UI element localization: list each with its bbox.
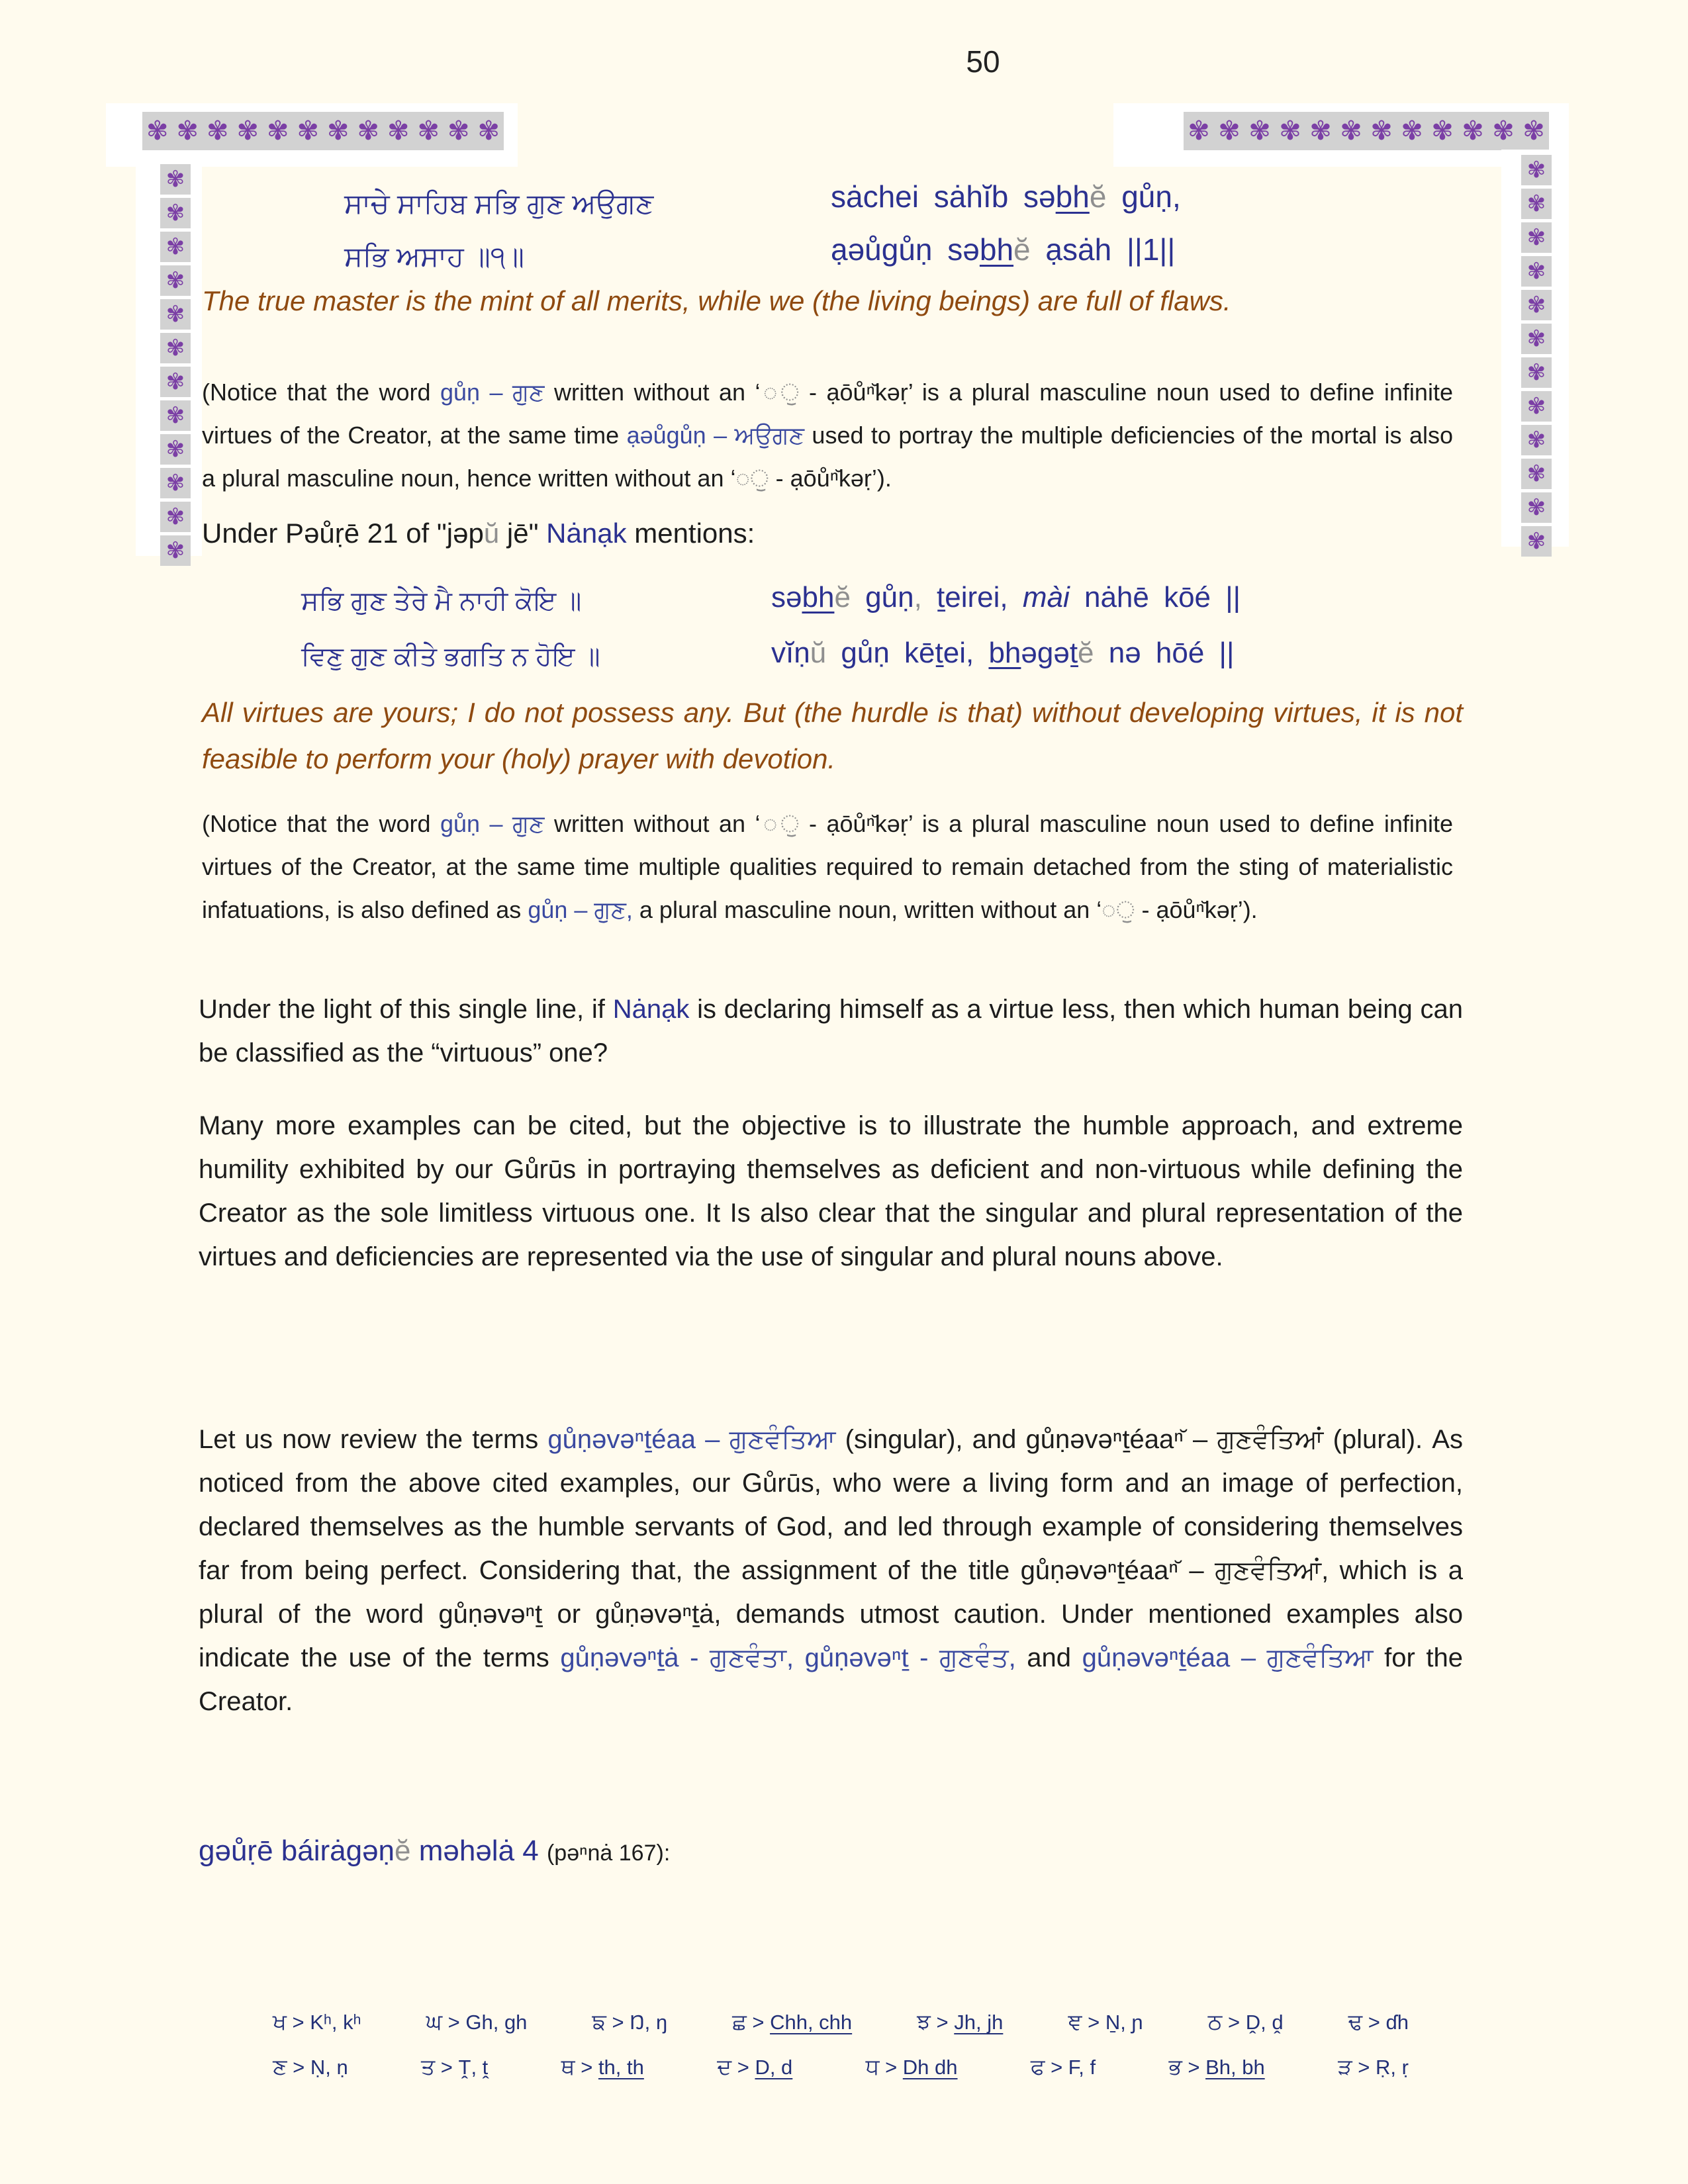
text-segment: məhəlȧ 4 [410, 1835, 547, 1867]
text-segment: ◌ੁ [1102, 896, 1135, 923]
text-segment: Under Pəůṛē 21 of "jəp [202, 518, 484, 549]
pronunciation-item [426, 2009, 527, 2035]
flower-icon: ✾ [146, 116, 169, 146]
notice-paragraph [202, 802, 1453, 931]
flower-icon: ✾ [1492, 116, 1515, 146]
text-segment: gəůṛē báirȧgəṇ [199, 1835, 395, 1867]
flower-icon: ✾ [160, 198, 191, 228]
text-segment: is declaring himself as a virtue less, then which human being can be classified as the “virtuous” one? [199, 995, 1463, 1068]
roman-equivalent: Dh dh [902, 2056, 958, 2079]
text-segment: (Notice that the word [202, 810, 440, 837]
text-segment: for the Creator. [199, 1643, 1464, 1716]
pronunciation-item [273, 2054, 348, 2080]
separator: > [879, 2056, 903, 2079]
gurmukhi-letter: ਤ [421, 2054, 436, 2079]
translation-paragraph: The true master is the mint of all merits, while we (the living beings) are full of flaws. [202, 285, 1231, 316]
text-segment: bh [1055, 179, 1090, 214]
flower-icon: ✾ [357, 116, 379, 146]
scripture-reference-line [199, 1835, 670, 1868]
text-segment: ◌ੁ [760, 810, 800, 837]
gurmukhi-letter: ਖ [273, 2009, 287, 2034]
pronunciation-item [1348, 2009, 1409, 2035]
text-segment: nə hōé || [1094, 637, 1235, 669]
notice-paragraph [202, 371, 1453, 500]
roman-equivalent: Ḓ, ḓ [1245, 2011, 1284, 2034]
text-segment: ĕ [1078, 637, 1094, 669]
flower-icon: ✾ [1521, 222, 1552, 253]
text-segment: - ạōůⁿ̆kəṛ’). [769, 465, 892, 492]
text-segment: jē" [499, 518, 547, 549]
flower-icon: ✾ [1521, 189, 1552, 219]
gurmukhi-letter: ੜ [1338, 2054, 1352, 2079]
text-segment: bh [802, 581, 835, 614]
page-number: 50 [966, 44, 1000, 79]
text-segment: ĕ [834, 581, 851, 614]
text-segment: gůṇəvəⁿṯéaa – ਗੁਣਵੰਤਿਆ [1082, 1643, 1374, 1672]
transliteration-line [771, 626, 1234, 680]
separator: > [1045, 2056, 1068, 2079]
text-segment: mentions: [626, 518, 755, 549]
roman-equivalent: Chh, chh [770, 2011, 853, 2034]
transliteration-line [831, 224, 1175, 275]
text-segment: bh [988, 637, 1021, 669]
text-segment: - ạōůⁿ̆kəṛ’ is a plural masculine noun used to define infinite virtues of the Creator, at the same time [202, 379, 1453, 449]
gurmukhi-letter: ਠ [1207, 2009, 1223, 2034]
text-segment: ◌ੁ [760, 379, 800, 406]
flower-icon: ✾ [417, 116, 440, 146]
text-segment: bh [979, 232, 1014, 267]
flower-icon: ✾ [1188, 116, 1210, 146]
pronunciation-item [1031, 2054, 1096, 2080]
text-segment: Under the light of this single line, if [199, 995, 613, 1024]
pronunciation-item [917, 2009, 1003, 2035]
text-segment: ṯeirei, [921, 581, 1023, 614]
roman-equivalent: th, th [598, 2056, 644, 2079]
flower-icon: ✾ [1521, 459, 1552, 489]
roman-equivalent: Ṱ, ṱ [458, 2056, 489, 2079]
flower-icon: ✾ [447, 116, 470, 146]
text-segment: gůṇ – ਗੁਣ [440, 379, 545, 406]
transliteration-line [771, 570, 1241, 625]
pronunciation-item [1338, 2054, 1409, 2080]
roman-equivalent: Ṛ, ṛ [1375, 2056, 1409, 2079]
separator: > [731, 2056, 755, 2079]
ornament-column-right [1501, 150, 1569, 554]
flower-icon: ✾ [160, 232, 191, 262]
separator: > [442, 2011, 466, 2034]
body-paragraph: Many more examples can be cited, but the objective is to illustrate the humble approach, and extreme humility exhibited by our Gůrūs in portraying themselves as deficient and non-virtuous while defining the Creator as the sole limitless virtuous one. It Is also clear that the singular and plural representation of the virtues and deficiencies are represented via the use of singular and plural nouns above. [199, 1111, 1463, 1271]
separator: > [1352, 2056, 1376, 2079]
flower-icon: ✾ [160, 434, 191, 465]
flower-icon: ✾ [266, 116, 289, 146]
flower-icon: ✾ [1521, 155, 1552, 185]
separator: > [1082, 2011, 1105, 2034]
flower-icon: ✾ [160, 265, 191, 296]
text-segment: Nȧnạk [612, 995, 690, 1024]
flower-icon: ✾ [1521, 526, 1552, 557]
body-paragraph [199, 1418, 1463, 1723]
flower-icon: ✾ [176, 116, 199, 146]
pronunciation-item [866, 2054, 958, 2080]
text-segment: gůṇ [850, 581, 914, 614]
text-segment: gůṇ, [1106, 179, 1181, 214]
flower-icon: ✾ [1521, 391, 1552, 422]
flower-icon: ✾ [160, 333, 191, 363]
text-segment: used to portray the multiple deficiencies of the mortal is also a plural masculine noun, hence written without an ‘ [202, 422, 1453, 492]
text-segment: ạəůgůṇ sə [831, 232, 980, 267]
flower-icon: ✾ [1401, 116, 1423, 146]
gurmukhi-letter: ਦ [717, 2054, 732, 2079]
text-segment: ĕ [1089, 179, 1107, 214]
separator: > [746, 2011, 771, 2034]
text-segment: gůṇ – ਗੁਣ, [528, 896, 633, 923]
text-segment: Nȧnạk [546, 518, 627, 549]
flower-icon: ✾ [1521, 357, 1552, 388]
roman-equivalent: Gh, gh [465, 2011, 528, 2034]
separator: > [1182, 2056, 1206, 2079]
pronunciation-guide-row [273, 2009, 1409, 2035]
pronunciation-item [1169, 2054, 1265, 2080]
roman-equivalent: Ṇ, ṇ [310, 2056, 348, 2079]
gurmukhi-letter: ਝ [917, 2009, 931, 2034]
text-segment: gůṇəvəⁿṯȧ - ਗੁਣਵੰਤਾ, gůṇəvəⁿṯ - ਗੁਣਵੰਤ, [560, 1643, 1016, 1672]
flower-icon: ✾ [160, 535, 191, 566]
flower-icon: ✾ [1521, 256, 1552, 287]
flower-icon: ✾ [160, 502, 191, 532]
gurmukhi-line: ਸਭਿ ਗੁਣ ਤੇਰੇ ਮੈ ਨਾਹੀ ਕੋਇ ॥ [301, 586, 582, 615]
ornament-column-left [136, 159, 202, 563]
section-heading [202, 518, 755, 549]
gurmukhi-letter: ਙ [592, 2009, 606, 2034]
roman-equivalent: F, f [1068, 2056, 1096, 2079]
gurmukhi-letter: ਛ [732, 2009, 747, 2034]
flower-column-left [160, 164, 191, 566]
pronunciation-item [732, 2009, 852, 2035]
text-segment: gůṇ – ਗੁਣ [440, 810, 545, 837]
pronunciation-item [1208, 2009, 1284, 2035]
flower-icon: ✾ [160, 299, 191, 330]
separator: > [286, 2011, 310, 2034]
flower-icon: ✾ [477, 116, 500, 146]
text-segment: vĭṇ [771, 637, 810, 669]
flower-icon: ✾ [160, 367, 191, 397]
text-segment: ŭ [810, 637, 827, 669]
separator: > [606, 2011, 630, 2034]
roman-equivalent: ɗh [1385, 2011, 1409, 2034]
pronunciation-item [592, 2009, 667, 2035]
separator: > [1362, 2011, 1386, 2034]
flower-column-right [1521, 155, 1552, 557]
text-segment: sȧchei sȧhĭb sə [831, 179, 1056, 214]
flower-icon: ✾ [206, 116, 229, 146]
flower-icon: ✾ [160, 468, 191, 498]
ornament-band-top-left [106, 103, 518, 167]
pronunciation-item [421, 2054, 488, 2080]
gurmukhi-letter: ਥ [561, 2054, 575, 2079]
separator: > [1222, 2011, 1246, 2034]
pronunciation-item [717, 2054, 792, 2080]
gurmukhi-letter: ਧ [865, 2054, 880, 2079]
separator: > [930, 2011, 955, 2034]
gurmukhi-letter: ਫ [1030, 2054, 1045, 2079]
text-segment: ạəůgůṇ – ਅਉਗਣ [626, 422, 805, 449]
gurmukhi-letter: ਘ [426, 2009, 443, 2034]
flower-icon: ✾ [1248, 116, 1271, 146]
text-segment: written without an ‘ [544, 810, 761, 837]
flower-icon: ✾ [160, 164, 191, 195]
text-segment: gůṇəvəⁿṯéaa – ਗੁਣਵੰਤਿਆ [547, 1425, 836, 1454]
text-segment: ĕ [1013, 232, 1031, 267]
flower-icon: ✾ [1521, 425, 1552, 455]
translation-paragraph: All virtues are yours; I do not possess any. But (the hurdle is that) without developing virtues, it is not feasible to perform your (holy) prayer with devotion. [202, 697, 1463, 774]
text-segment: (singular), and gůṇəvəⁿṯéaaⁿ̆ – ਗੁਣਵੰਤਿਆਂ (plural). As noticed from the above cited examples, our Gůrūs, who were a living form and an image of perfection, declared themselves as the humble servants of God, and led through example of considering themselves far from being perfect. Considering that, the assignment of the title gůṇəvəⁿṯéaaⁿ̆ – ਗੁਣਵੰਤਿਆਂ, which is a plural of the word gůṇəvəⁿṯ or gůṇəvəⁿṯȧ, demands utmost caution. Under mentioned examples also indicate the use of the terms [199, 1425, 1463, 1672]
text-segment: written without an ‘ [544, 379, 761, 406]
text-segment: əgəṯ [1021, 637, 1078, 669]
flower-icon: ✾ [1521, 290, 1552, 320]
text-segment: sə [771, 581, 802, 614]
flower-icon: ✾ [1218, 116, 1241, 146]
gurmukhi-letter: ਢ [1348, 2009, 1363, 2034]
text-segment: mài [1022, 581, 1070, 614]
pronunciation-item [1068, 2009, 1143, 2035]
roman-equivalent: D, d [755, 2056, 793, 2079]
gurmukhi-letter: ਞ [1068, 2009, 1082, 2034]
roman-equivalent: Jh, jh [954, 2011, 1004, 2034]
text-segment: Let us now review the terms [199, 1425, 548, 1454]
flower-icon: ✾ [1431, 116, 1454, 146]
gurmukhi-letter: ਭ [1168, 2054, 1182, 2079]
flower-icon: ✾ [1370, 116, 1393, 146]
text-segment: - ạōůⁿ̆kəṛ’ is a plural masculine noun used to define infinite virtues of the Creator, at the same time multiple qualities required to remain detached from the sting of materialistic infatuations, is also defined as [202, 810, 1453, 923]
text-segment: a plural masculine noun, written without an ‘ [632, 896, 1102, 923]
separator: > [575, 2056, 598, 2079]
pronunciation-item [273, 2009, 361, 2035]
text-segment: (Notice that the word [202, 379, 440, 406]
flower-icon: ✾ [1521, 492, 1552, 523]
gurmukhi-line: ਵਿਣੁ ਗੁਣ ਕੀਤੇ ਭਗਤਿ ਨ ਹੋਇ ॥ [301, 642, 600, 671]
flower-icon: ✾ [297, 116, 319, 146]
text-segment: nȧhē kōé || [1069, 581, 1241, 614]
flower-strip-top-left [142, 112, 504, 150]
flower-icon: ✾ [1523, 116, 1545, 146]
body-paragraph [199, 987, 1463, 1075]
text-segment: and [1015, 1643, 1082, 1672]
pronunciation-guide-row [273, 2054, 1409, 2080]
gurmukhi-line: ਸਭਿ ਅਸਾਹ ॥੧॥ [344, 241, 524, 272]
flower-icon: ✾ [1340, 116, 1362, 146]
roman-equivalent: Kʰ, kʰ [310, 2011, 361, 2034]
text-segment: ŭ [483, 518, 500, 549]
separator: > [435, 2056, 459, 2079]
ornament-band-top-right [1113, 103, 1569, 167]
gurmukhi-line: ਸਾਚੇ ਸਾਹਿਬ ਸਭਿ ਗੁਣ ਅਉਗਣ [344, 188, 654, 219]
flower-strip-top-right [1184, 112, 1549, 150]
text-segment: gůṇ kēṯei, [826, 637, 989, 669]
separator: > [287, 2056, 310, 2079]
gurmukhi-letter: ਣ [273, 2054, 287, 2079]
text-segment: ĕ [395, 1835, 411, 1867]
text-segment: - ạōůⁿ̆kəṛ’). [1135, 896, 1258, 923]
flower-icon: ✾ [1462, 116, 1484, 146]
text-segment: (pəⁿnȧ 167): [546, 1841, 671, 1866]
transliteration-line [831, 171, 1181, 222]
text-segment: ◌ੁ [735, 465, 769, 492]
roman-equivalent: Ṉ, ɲ [1105, 2011, 1143, 2034]
flower-icon: ✾ [326, 116, 350, 146]
flower-icon: ✾ [1279, 116, 1301, 146]
flower-icon: ✾ [236, 116, 259, 146]
text-segment: ạsȧh ||1|| [1030, 232, 1176, 267]
flower-icon: ✾ [1521, 324, 1552, 354]
flower-icon: ✾ [1309, 116, 1332, 146]
roman-equivalent: Ŋ, ŋ [630, 2011, 668, 2034]
text-segment: , [914, 581, 922, 614]
roman-equivalent: Bh, bh [1205, 2056, 1265, 2079]
flower-icon: ✾ [387, 116, 410, 146]
pronunciation-item [561, 2054, 644, 2080]
flower-icon: ✾ [160, 400, 191, 431]
